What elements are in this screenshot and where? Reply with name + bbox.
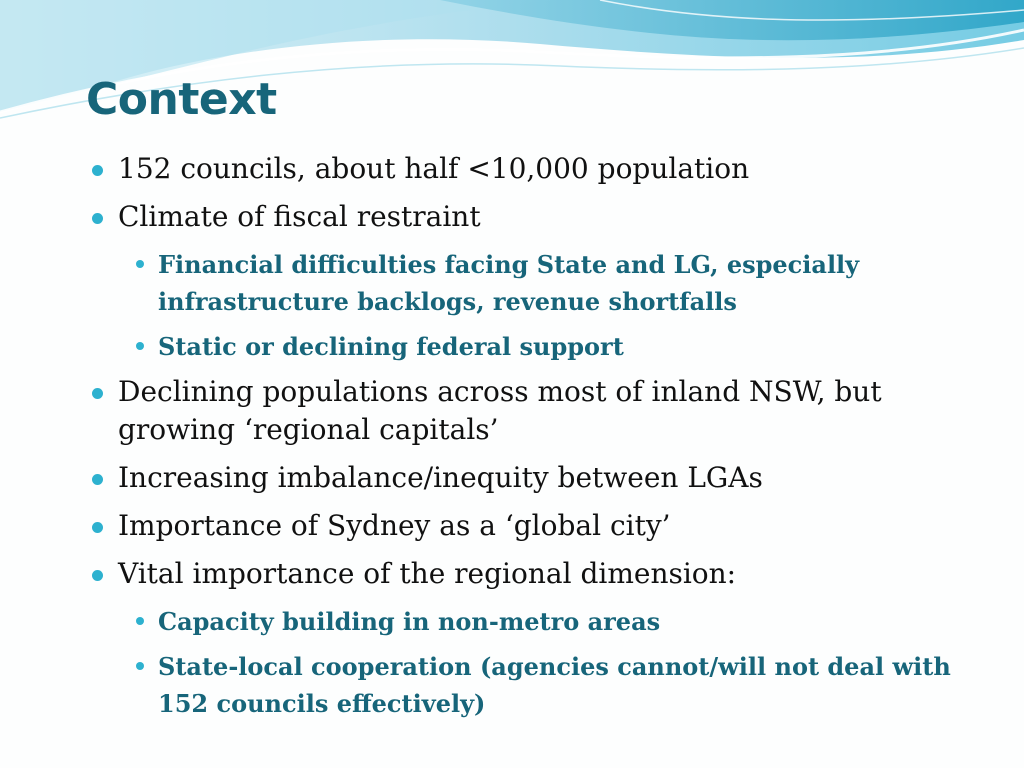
bullet-item	[90, 507, 980, 545]
bullet-dot-icon	[92, 213, 103, 224]
sub-bullet-dot-icon	[136, 662, 144, 670]
bullet-dot-icon	[92, 522, 103, 533]
bullet-text: Increasing imbalance/inequity between LGAs	[118, 461, 763, 494]
bullet-item	[90, 555, 980, 593]
sub-bullet-item	[90, 603, 980, 640]
bullet-item	[90, 373, 980, 449]
bullet-text: Climate of fiscal restraint	[118, 200, 481, 233]
sub-bullet-text: Static or declining federal support	[158, 332, 624, 361]
sub-bullet-text: State-local cooperation (agencies cannot/will not deal with 152 councils effectively)	[158, 652, 951, 718]
bullet-list	[90, 150, 980, 730]
sub-bullet-dot-icon	[136, 342, 144, 350]
sub-bullet-text: Capacity building in non-metro areas	[158, 607, 661, 636]
bullet-dot-icon	[92, 388, 103, 399]
sub-bullet-dot-icon	[136, 617, 144, 625]
bullet-text: Declining populations across most of inland NSW, but growing ‘regional capitals’	[118, 375, 882, 446]
bullet-text: 152 councils, about half <10,000 population	[118, 152, 750, 185]
slide-title: Context	[86, 74, 277, 125]
bullet-dot-icon	[92, 474, 103, 485]
bullet-item	[90, 459, 980, 497]
sub-bullet-item	[90, 648, 980, 722]
bullet-dot-icon	[92, 570, 103, 581]
bullet-dot-icon	[92, 165, 103, 176]
bullet-item	[90, 198, 980, 236]
bullet-text: Importance of Sydney as a ‘global city’	[118, 509, 671, 542]
sub-bullet-item	[90, 246, 980, 320]
bullet-item	[90, 150, 980, 188]
sub-bullet-item	[90, 328, 980, 365]
bullet-text: Vital importance of the regional dimension:	[118, 557, 737, 590]
sub-bullet-dot-icon	[136, 260, 144, 268]
sub-bullet-text: Financial difficulties facing State and LG, especially infrastructure backlogs, revenue shortfalls	[158, 250, 860, 316]
